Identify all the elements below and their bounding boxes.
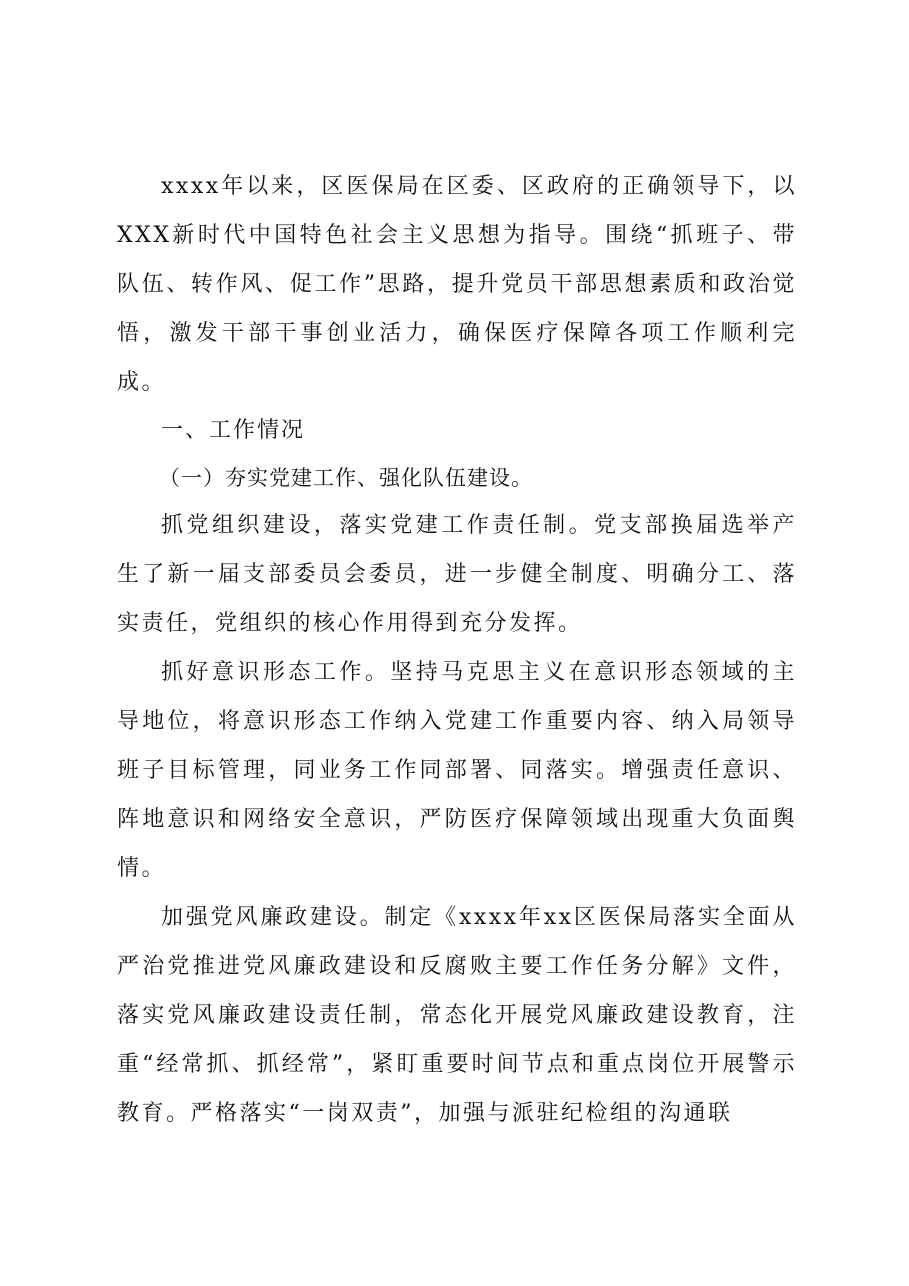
section-heading: 一、工作情况	[161, 418, 306, 443]
document-body	[117, 162, 797, 1138]
subsection-heading: （一）夯实党建工作、强化队伍建设。	[159, 466, 533, 490]
body-paragraph: 抓好意识形态工作。坚持马克思主义在意识形态领域的主导地位，将意识形态工作纳入党建工作重要内容、纳入局领导班子目标管理，同业务工作同部署、同落实。增强责任意识、阵地意识和网络安全意识，严防医疗保障领域出现重大负面舆情。	[117, 660, 797, 881]
intro-paragraph: xxxx年以来，区医保局在区委、区政府的正确领导下，以XXX新时代中国特色社会主义思想为指导。围绕“抓班子、带队伍、转作风、促工作”思路，提升党员干部思想素质和政治觉悟，激发干部干事创业活力，确保医疗保障各项工作顺利完成。	[117, 174, 797, 395]
body-paragraph: 加强党风廉政建设。制定《xxxx年xx区医保局落实全面从严治党推进党风廉政建设和反腐败主要工作任务分解》文件，落实党风廉政建设责任制，常态化开展党风廉政建设教育，注重“经常抓、抓经常”，紧盯重要时间节点和重点岗位开展警示教育。严格落实“一岗双责”，加强与派驻纪检组的沟通联	[117, 905, 797, 1126]
body-paragraph: 抓党组织建设，落实党建工作责任制。党支部换届选举产生了新一届支部委员会委员，进一步健全制度、明确分工、落实责任，党组织的核心作用得到充分发挥。	[117, 513, 797, 636]
